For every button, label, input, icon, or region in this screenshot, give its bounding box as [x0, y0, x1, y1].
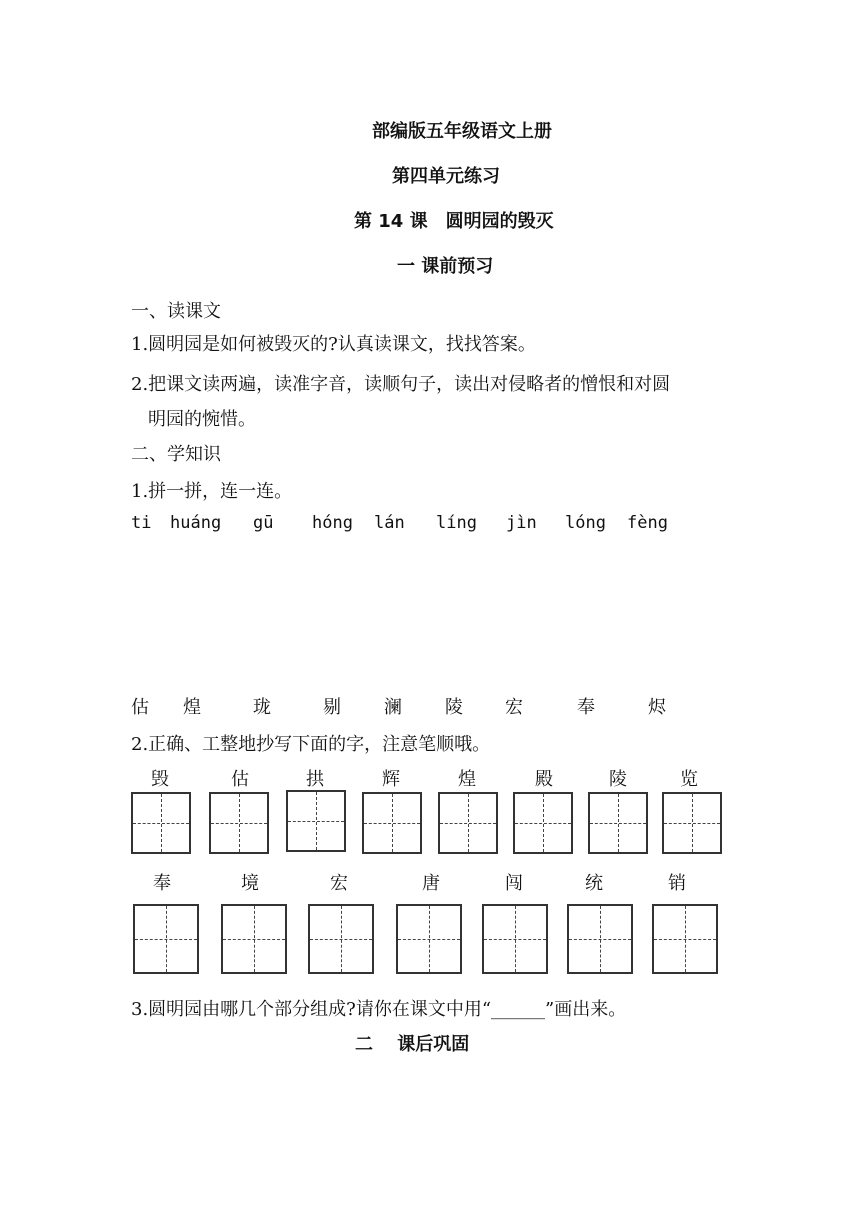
lesson-title: 第 14 课 圆明园的毁灭	[354, 211, 554, 232]
question-1: 1.圆明园是如何被毁灭的?认真读课文，找找答案。	[131, 334, 536, 355]
match-char: 估	[131, 697, 149, 718]
writing-grid-box[interactable]	[131, 792, 191, 854]
learn-knowledge-heading: 二、学知识	[131, 444, 221, 465]
copy-char: 辉	[382, 769, 400, 790]
writing-grid-box[interactable]	[362, 792, 422, 854]
pinyin-item: líng	[436, 513, 477, 533]
copy-char: 毁	[151, 769, 169, 790]
copy-char: 统	[585, 873, 603, 894]
question-2-line1: 2.把课文读两遍，读准字音，读顺句子，读出对侵略者的憎恨和对圆	[131, 374, 671, 395]
writing-grid-box[interactable]	[308, 904, 374, 974]
writing-grid-box[interactable]	[221, 904, 287, 974]
part1-heading: 一 课前预习	[397, 256, 494, 277]
pinyin-item: ti	[131, 513, 152, 533]
writing-grid-box[interactable]	[482, 904, 548, 974]
writing-grid-box[interactable]	[513, 792, 573, 854]
pinyin-item: huáng	[170, 513, 222, 533]
writing-grid-box[interactable]	[662, 792, 722, 854]
match-char: 烬	[648, 697, 666, 718]
read-text-heading: 一、读课文	[131, 301, 221, 322]
question-3: 3.圆明园由哪几个部分组成?请你在课文中用“______”画出来。	[131, 999, 627, 1020]
copy-char: 陵	[609, 769, 627, 790]
pinyin-item: fèng	[627, 513, 668, 533]
book-title: 部编版五年级语文上册	[372, 121, 552, 142]
writing-grid-box[interactable]	[438, 792, 498, 854]
match-char: 煌	[183, 697, 201, 718]
copy-question: 2.正确、工整地抄写下面的字，注意笔顺哦。	[131, 734, 491, 755]
copy-char: 闯	[505, 873, 523, 894]
match-char: 珑	[253, 697, 271, 718]
pinyin-item: gū	[253, 513, 274, 533]
copy-char: 唐	[422, 873, 440, 894]
pinyin-item: lán	[374, 513, 405, 533]
writing-grid-box[interactable]	[588, 792, 648, 854]
copy-char: 境	[241, 873, 259, 894]
writing-grid-box[interactable]	[652, 904, 718, 974]
copy-char: 宏	[330, 873, 348, 894]
writing-grid-box[interactable]	[209, 792, 269, 854]
match-char: 剔	[323, 697, 341, 718]
unit-title: 第四单元练习	[392, 166, 500, 187]
pinyin-question: 1.拼一拼，连一连。	[131, 481, 293, 502]
match-char: 宏	[505, 697, 523, 718]
match-char: 陵	[445, 697, 463, 718]
copy-char: 奉	[153, 873, 171, 894]
copy-char: 拱	[306, 769, 324, 790]
copy-char: 估	[231, 769, 249, 790]
writing-grid-box[interactable]	[133, 904, 199, 974]
part2-heading: 二 课后巩固	[355, 1034, 470, 1055]
match-char: 澜	[384, 697, 402, 718]
writing-grid-box[interactable]	[396, 904, 462, 974]
copy-char: 销	[668, 873, 686, 894]
match-char: 奉	[577, 697, 595, 718]
pinyin-item: jìn	[506, 513, 537, 533]
copy-char: 览	[680, 769, 698, 790]
question-2-line2: 明园的惋惜。	[148, 409, 256, 430]
pinyin-item: lóng	[565, 513, 606, 533]
copy-char: 殿	[535, 769, 553, 790]
pinyin-item: hóng	[312, 513, 353, 533]
writing-grid-box[interactable]	[567, 904, 633, 974]
copy-char: 煌	[458, 769, 476, 790]
writing-grid-box[interactable]	[286, 790, 346, 852]
